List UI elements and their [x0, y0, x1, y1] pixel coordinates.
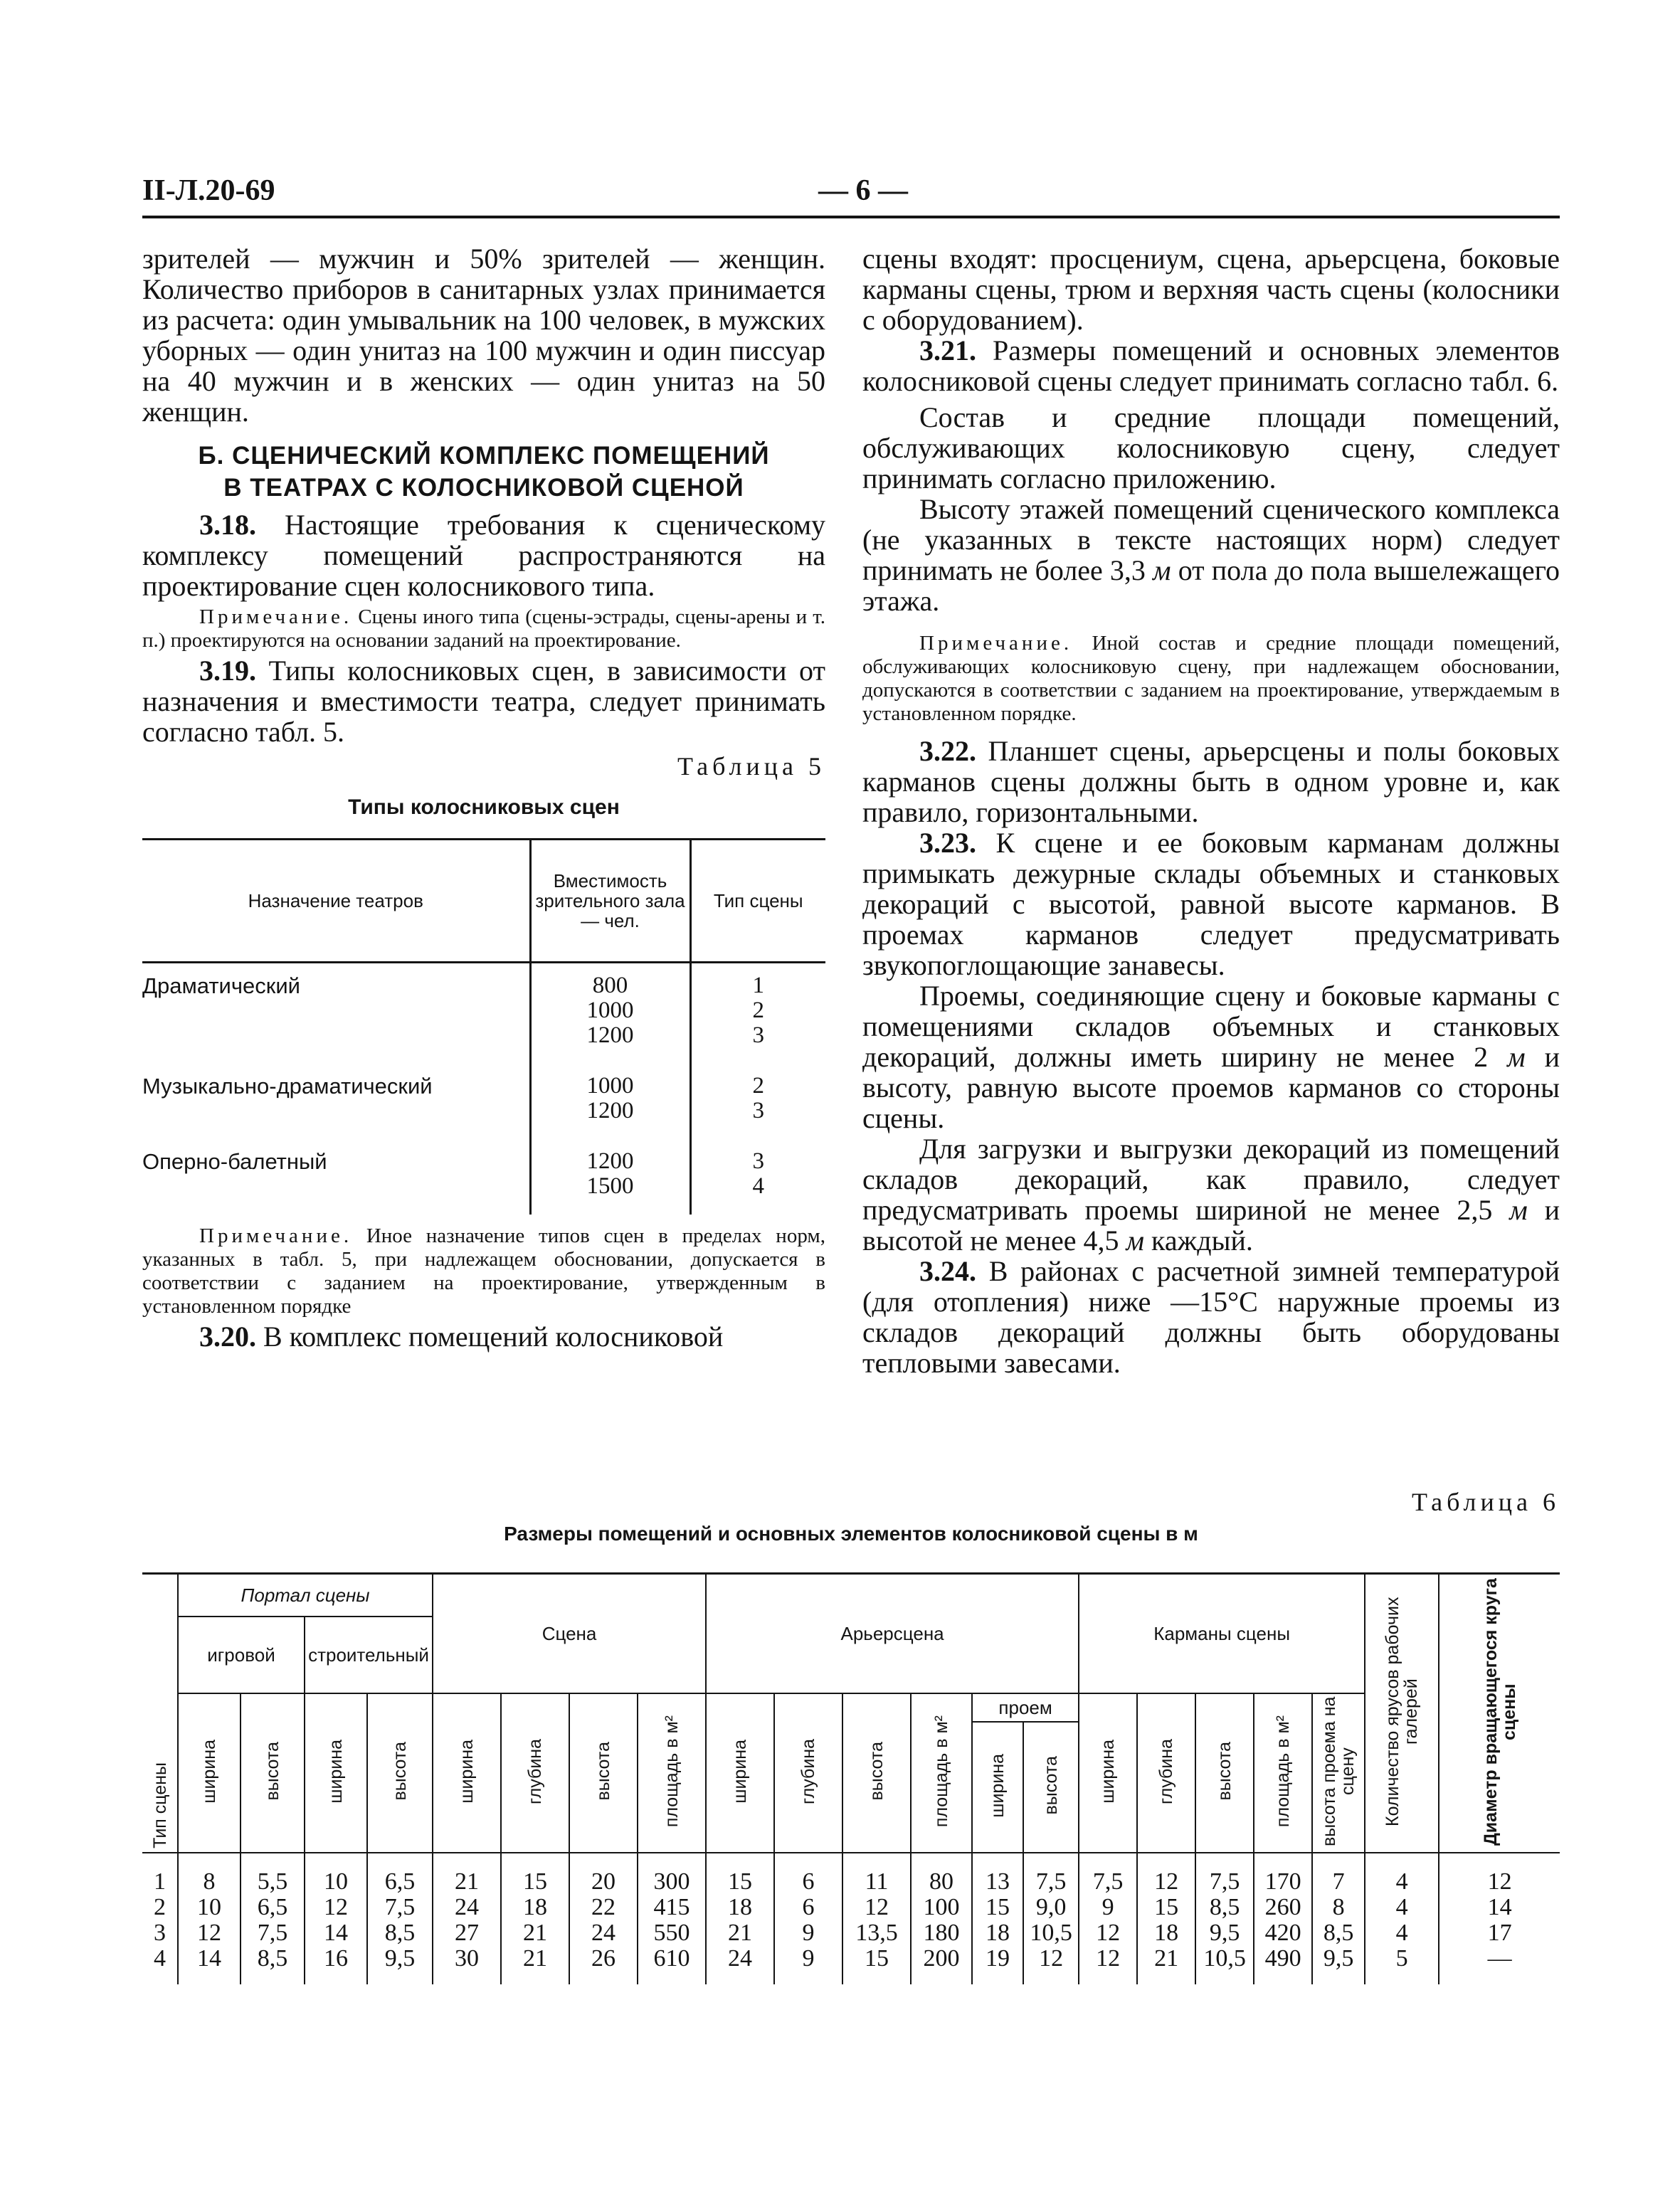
- table6-cell: 10: [305, 1853, 367, 1895]
- table6-cell: 12: [1439, 1853, 1560, 1895]
- paragraph-loading: [862, 1133, 1560, 1256]
- table6-cell: 9: [1079, 1895, 1137, 1920]
- table6-cell: 13: [972, 1853, 1023, 1895]
- table6-cell: 18: [706, 1895, 774, 1920]
- table6-header-type: [142, 1574, 178, 1853]
- table6-header-rear-stage: Арьерсцена: [706, 1574, 1079, 1694]
- left-column: [142, 243, 825, 1352]
- clause-text: В районах с расчетной зимней температурой (для отопления) ниже —15°С наружные проемы из складов декораций должны быть оборудованы тепловыми завесами.: [862, 1255, 1560, 1379]
- table6-cell: 6: [774, 1895, 842, 1920]
- note-text: Сцены иного типа (сцены-эстрады, сцены-арены и т. п.) проектируются на основании заданий на проектирование.: [142, 605, 825, 652]
- clause-text: Планшет сцены, арьерсцены и полы боковых карманов сцены должны быть в одном уровне и, как правило, горизонтальными.: [862, 735, 1560, 828]
- table6-cell: 9: [774, 1920, 842, 1946]
- table-row: [142, 963, 825, 1064]
- table6-cell: 10,5: [1195, 1946, 1254, 1984]
- table6-cell: 9,5: [1312, 1946, 1365, 1984]
- table6-cell: 8: [178, 1853, 241, 1895]
- table6-cell: 260: [1254, 1895, 1312, 1920]
- table6-cell: 14: [305, 1920, 367, 1946]
- table6-header-col: [569, 1693, 638, 1853]
- header-text: площадь в м²: [662, 1715, 682, 1828]
- note-2: [142, 1224, 825, 1318]
- table6-cell: 200: [911, 1946, 972, 1984]
- clause-text: В комплекс помещений колосниковой: [263, 1321, 724, 1353]
- table5-header-type: Тип сцены: [690, 840, 825, 963]
- clause-number: 3.24.: [919, 1255, 976, 1287]
- paragraph-3-24: [862, 1256, 1560, 1378]
- table6-cell: 21: [501, 1946, 569, 1984]
- header-text: ширина: [988, 1753, 1008, 1818]
- table6-cell: 7: [1312, 1853, 1365, 1895]
- section-heading-line-1: Б. СЦЕНИЧЕСКИЙ КОМПЛЕКС ПОМЕЩЕНИЙ: [198, 442, 770, 470]
- table6-cell: 11: [842, 1853, 911, 1895]
- table6-cell: 21: [1137, 1946, 1195, 1984]
- table5-cell-capacity: 1000 1200: [530, 1064, 690, 1139]
- table6-header-col: [367, 1693, 433, 1853]
- header-text: ширина: [326, 1739, 346, 1804]
- clause-number: 3.18.: [199, 509, 256, 541]
- paragraph-continuation: сцены входят: просцениум, сцена, арьерсцена, боковые карманы сцены, трюм и верхняя часть сцены (колосники с оборудованием).: [862, 243, 1560, 336]
- table6-header-portal-build: строительный: [305, 1617, 433, 1693]
- paragraph-composition: Состав и средние площади помещений, обслуживающих колосниковую сцену, следует принимать согласно приложению.: [862, 401, 1560, 494]
- table6-cell: 8,5: [241, 1946, 305, 1984]
- table6-cell: 7,5: [241, 1920, 305, 1946]
- table6-cell: 12: [178, 1920, 241, 1946]
- table6-cell: 15: [1137, 1895, 1195, 1920]
- clause-text: Типы колосниковых сцен, в зависимости от назначения и вместимости театра, следует принимать согласно табл. 5.: [142, 655, 825, 748]
- table6-header-col: [774, 1693, 842, 1853]
- header-text: высота: [390, 1742, 410, 1801]
- text-part: Проемы, соединяющие сцену и боковые карманы с помещениями складов объемных и станковых декораций, должны иметь ширину не менее 2: [862, 980, 1560, 1073]
- table6-cell: 14: [1439, 1895, 1560, 1920]
- note-1: [142, 605, 825, 652]
- table6-cell: 610: [638, 1946, 706, 1984]
- clause-number: 3.22.: [919, 735, 976, 767]
- table6-cell: 3: [142, 1920, 178, 1946]
- table6-cell: 12: [1137, 1853, 1195, 1895]
- header-text: Диаметр вращающегося круга сцены: [1480, 1577, 1519, 1846]
- table6-cell: 22: [569, 1895, 638, 1920]
- table6-header-col: [305, 1693, 367, 1853]
- header-text: глубина: [1156, 1738, 1177, 1804]
- table6-cell: 6,5: [367, 1853, 433, 1895]
- table5-header-capacity: Вместимость зрительного зала — чел.: [530, 840, 690, 963]
- table-6: [142, 1572, 1560, 1984]
- table6-cell: 20: [569, 1853, 638, 1895]
- table6-cell: 490: [1254, 1946, 1312, 1984]
- table5-cell-name: Драматический: [142, 973, 300, 998]
- table6-header-portal-game: игровой: [178, 1617, 305, 1693]
- table6-cell: 9,5: [367, 1946, 433, 1984]
- table5-header-purpose: Назначение театров: [142, 840, 530, 963]
- table6-cell: 21: [501, 1920, 569, 1946]
- table6-cell: 4: [1365, 1920, 1439, 1946]
- table6-title: Размеры помещений и основных элементов колосниковой сцены в м: [504, 1523, 1198, 1545]
- table6-header-col: [1312, 1693, 1365, 1853]
- table6-cell: 8,5: [1312, 1920, 1365, 1946]
- header-rule: [142, 216, 1560, 218]
- clause-text: Настоящие требования к сценическому комплексу помещений распространяются на проектирование сцен колосникового типа.: [142, 509, 826, 602]
- unit: м: [1507, 1041, 1526, 1073]
- unit: м: [1153, 554, 1171, 586]
- table6-cell: 13,5: [842, 1920, 911, 1946]
- header-text: высота: [867, 1742, 887, 1801]
- table6-cell: 2: [142, 1895, 178, 1920]
- table6-header-pockets: Карманы сцены: [1079, 1574, 1365, 1694]
- note-label: Примечание.: [199, 605, 353, 628]
- header-text: высота проема на сцену: [1319, 1696, 1358, 1846]
- table5-cell-capacity: 1200 1500: [530, 1139, 690, 1215]
- header-text: ширина: [730, 1739, 751, 1804]
- header-text: площадь в м²: [1273, 1715, 1294, 1828]
- table-row: [142, 1064, 825, 1139]
- text-part: от пола до пола вышележащего этажа.: [862, 554, 1560, 617]
- text-part: Для загрузки и выгрузки декораций из помещений складов декораций, как правило, следует предусматривать проемы шириной не менее 2,5: [862, 1133, 1560, 1226]
- table6-cell: 8,5: [1195, 1895, 1254, 1920]
- table6-cell: 420: [1254, 1920, 1312, 1946]
- table5-cell-capacity: 800 1000 1200: [530, 963, 690, 1064]
- table6-cell: 12: [1079, 1920, 1137, 1946]
- table6-header-col: [842, 1693, 911, 1853]
- table6-cell: 7,5: [1079, 1853, 1137, 1895]
- header-text: ширина: [457, 1739, 477, 1804]
- table6-cell: 6,5: [241, 1895, 305, 1920]
- header-text: глубина: [525, 1738, 546, 1804]
- table6-header-col: [1137, 1693, 1195, 1853]
- table6-cell: 14: [178, 1946, 241, 1984]
- table6-cell: 21: [706, 1920, 774, 1946]
- table5-label: Таблица 5: [677, 752, 825, 781]
- table6-cell: —: [1439, 1946, 1560, 1984]
- table6-cell: 12: [1023, 1946, 1079, 1984]
- header-text: площадь в м²: [931, 1715, 952, 1828]
- header-text: Портал сцены: [241, 1584, 370, 1606]
- table6-cell: 4: [142, 1946, 178, 1984]
- table5-header-row: [142, 840, 825, 963]
- clause-text: Размеры помещений и основных элементов колосниковой сцены следует принимать согласно табл. 6.: [862, 334, 1560, 397]
- table6-cell: 9,0: [1023, 1895, 1079, 1920]
- table6-header-diameter: [1439, 1574, 1560, 1853]
- table6-cell: 8,5: [367, 1920, 433, 1946]
- table6-cell: 9,5: [1195, 1920, 1254, 1946]
- text-part: и высоту, равную высоте проемов карманов со стороны сцены.: [862, 1041, 1560, 1134]
- table5-cell-type: 1 2 3: [690, 963, 825, 1064]
- table6-cell: 21: [433, 1853, 501, 1895]
- unit: м: [1126, 1224, 1145, 1256]
- page-number: — 6 —: [818, 174, 908, 207]
- table6-cell: 26: [569, 1946, 638, 1984]
- table5-cell-type: 3 4: [690, 1139, 825, 1215]
- table6-cell: 300: [638, 1853, 706, 1895]
- header-text: высота: [593, 1742, 614, 1801]
- header-text: Количество ярусов рабочих галерей: [1383, 1597, 1422, 1826]
- table6-header-opening: проем: [972, 1693, 1079, 1722]
- table6-cell: 24: [706, 1946, 774, 1984]
- clause-number: 3.23.: [919, 827, 976, 859]
- text-part: и высотой не менее 4,5: [862, 1194, 1560, 1256]
- table6-cell: 170: [1254, 1853, 1312, 1895]
- header-text: высота: [1215, 1742, 1235, 1801]
- table-row: [142, 1920, 1560, 1946]
- table6-header-col: [241, 1693, 305, 1853]
- note-text: Иное назначение типов сцен в пределах норм, указанных в табл. 5, при надлежащем обосновании, допускается в соответствии с заданием на проектирование, утвержденным в установленном порядке: [142, 1224, 825, 1318]
- table6-header-row-1: [142, 1574, 1560, 1617]
- table6-cell: 6: [774, 1853, 842, 1895]
- table6-header-col: [1079, 1693, 1137, 1853]
- table5-cell-name: Музыкально-драматический: [142, 1074, 433, 1099]
- table5-cell-type: 2 3: [690, 1064, 825, 1139]
- section-heading-line-2: В ТЕАТРАХ С КОЛОСНИКОВОЙ СЦЕНОЙ: [223, 474, 744, 502]
- table6-cell: 12: [842, 1895, 911, 1920]
- table6-cell: 10,5: [1023, 1920, 1079, 1946]
- table6-cell: 550: [638, 1920, 706, 1946]
- table6-cell: 5: [1365, 1946, 1439, 1984]
- table6-cell: 15: [706, 1853, 774, 1895]
- table6-cell: 17: [1439, 1920, 1560, 1946]
- header-text: ширина: [199, 1739, 219, 1804]
- header-text: Тип сцены: [149, 1762, 170, 1848]
- paragraph-3-20: [142, 1321, 825, 1352]
- table6-label: Таблица 6: [1412, 1488, 1560, 1516]
- table5-cell-name: Оперно-балетный: [142, 1149, 327, 1174]
- section-heading: [142, 440, 825, 504]
- table6-cell: 18: [972, 1920, 1023, 1946]
- table6-header-row-3: [142, 1693, 1560, 1722]
- text-part: Высоту этажей помещений сценического комплекса (не указанных в тексте настоящих норм) следует принимать не более 3,3: [862, 493, 1560, 586]
- clause-number: 3.21.: [919, 334, 976, 366]
- paragraph-openings: [862, 980, 1560, 1133]
- table6-cell: 7,5: [1023, 1853, 1079, 1895]
- table-row: [142, 1895, 1560, 1920]
- table6-cell: 18: [501, 1895, 569, 1920]
- table6-cell: 15: [842, 1946, 911, 1984]
- table-row: [142, 1946, 1560, 1984]
- paragraph-3-19: [142, 655, 825, 747]
- table6-header-col: [1195, 1693, 1254, 1853]
- right-column: [862, 243, 1560, 1378]
- table-row: [142, 1139, 825, 1215]
- table-row: [142, 1853, 1560, 1895]
- table6-header-col: [1023, 1722, 1079, 1853]
- header-text: ширина: [1098, 1739, 1119, 1804]
- table6-cell: 180: [911, 1920, 972, 1946]
- table6-body: [142, 1853, 1560, 1984]
- note-3: [862, 632, 1560, 726]
- table6-header-col: [911, 1693, 972, 1853]
- table6-cell: 30: [433, 1946, 501, 1984]
- table6-cell: 4: [1365, 1895, 1439, 1920]
- table6-header-portal: [178, 1574, 433, 1617]
- header-text: высота: [1041, 1756, 1062, 1815]
- table6-cell: 10: [178, 1895, 241, 1920]
- clause-number: 3.19.: [199, 655, 256, 687]
- clause-text: К сцене и ее боковым карманам должны примыкать дежурные склады объемных и станковых декораций с высотой, равной высоте карманов. В проемах карманов следует предусматривать звукопоглощающие занавесы.: [862, 827, 1560, 981]
- note-label: Примечание.: [199, 1224, 353, 1247]
- paragraph-continuation: зрителей — мужчин и 50% зрителей — женщин. Количество приборов в санитарных узлах принимается из расчета: один умывальник на 100 человек, в мужских уборных — один унитаз на 100 мужчин и один писсуар на 40 мужчин и в женских — один унитаз на 50 женщин.: [142, 243, 825, 428]
- table6-cell: 5,5: [241, 1853, 305, 1895]
- table6-header-col: [706, 1693, 774, 1853]
- table6-header-col: [433, 1693, 501, 1853]
- document-code: II-Л.20-69: [142, 174, 275, 207]
- table6-cell: 19: [972, 1946, 1023, 1984]
- table6-header-galleries: [1365, 1574, 1439, 1853]
- table6-header-col: [1254, 1693, 1312, 1853]
- unit: м: [1509, 1194, 1528, 1226]
- text-part: каждый.: [1151, 1224, 1253, 1256]
- table6-cell: 415: [638, 1895, 706, 1920]
- table6-header-col: [178, 1693, 241, 1853]
- table6-header-stage: Сцена: [433, 1574, 706, 1694]
- table6-cell: 18: [1137, 1920, 1195, 1946]
- table6-header-col: [501, 1693, 569, 1853]
- table6-cell: 16: [305, 1946, 367, 1984]
- table6-header-col: [972, 1722, 1023, 1853]
- table6-cell: 24: [569, 1920, 638, 1946]
- table6-cell: 7,5: [1195, 1853, 1254, 1895]
- header-text: высота: [263, 1742, 282, 1801]
- paragraph-3-21: [862, 335, 1560, 396]
- table6-cell: 7,5: [367, 1895, 433, 1920]
- clause-number: 3.20.: [199, 1321, 256, 1353]
- table6-cell: 12: [1079, 1946, 1137, 1984]
- table6-cell: 24: [433, 1895, 501, 1920]
- table6-cell: 27: [433, 1920, 501, 1946]
- table6-cell: 15: [501, 1853, 569, 1895]
- note-label: Примечание.: [919, 632, 1073, 655]
- paragraph-3-18: [142, 509, 825, 601]
- table6-cell: 1: [142, 1853, 178, 1895]
- paragraph-3-23: [862, 827, 1560, 980]
- header-text: глубина: [798, 1738, 819, 1804]
- table-5: [142, 838, 825, 1215]
- table6-cell: 8: [1312, 1895, 1365, 1920]
- table6-cell: 12: [305, 1895, 367, 1920]
- paragraph-3-22: [862, 736, 1560, 827]
- table6-cell: 100: [911, 1895, 972, 1920]
- table5-title: Типы колосниковых сцен: [348, 795, 620, 819]
- table6-cell: 4: [1365, 1853, 1439, 1895]
- paragraph-floor-height: [862, 494, 1560, 616]
- table6-cell: 15: [972, 1895, 1023, 1920]
- table6-cell: 80: [911, 1853, 972, 1895]
- note-text: Иной состав и средние площади помещений, обслуживающих колосниковую сцену, при надлежащем обосновании, допускаются в соответствии с заданием на проектирование, утверждаемым в установленном порядке.: [862, 632, 1560, 725]
- table6-header-col: [638, 1693, 706, 1853]
- table6-cell: 9: [774, 1946, 842, 1984]
